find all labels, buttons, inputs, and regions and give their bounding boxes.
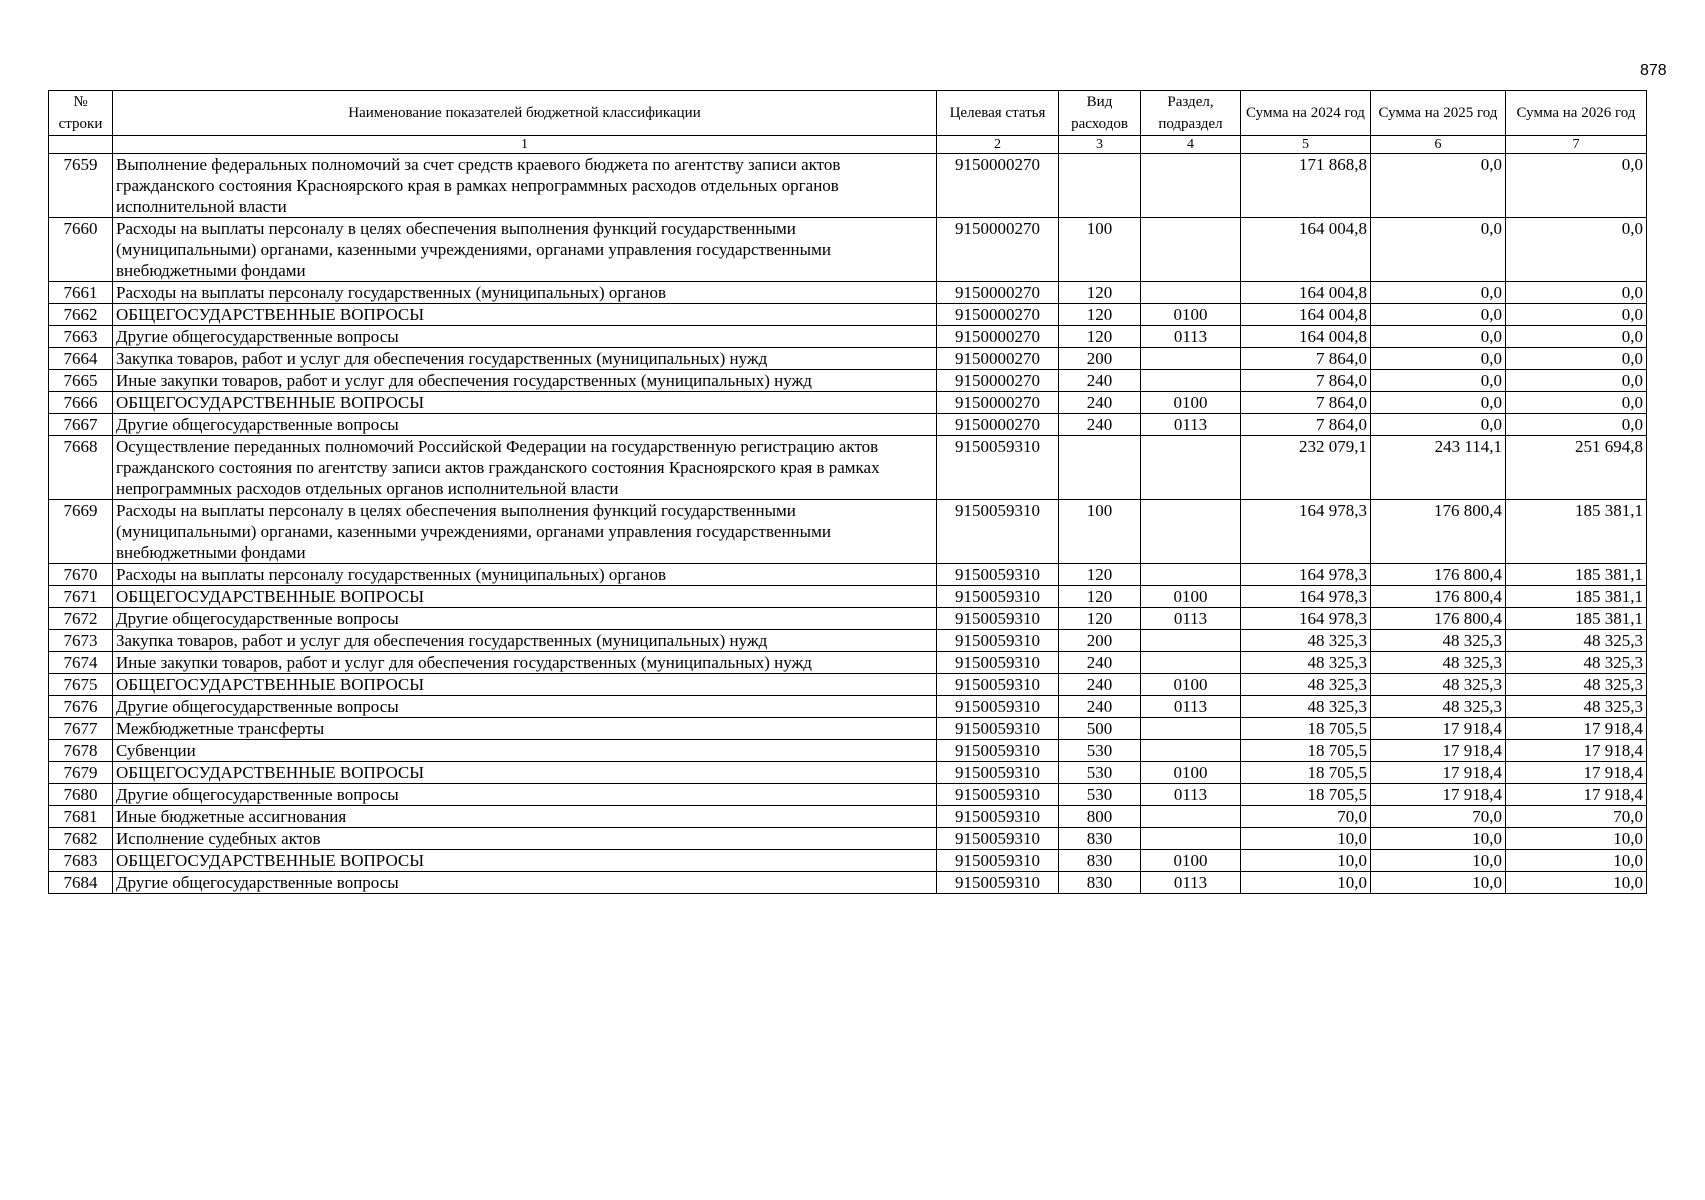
table-row bbox=[49, 784, 1647, 806]
row-section-code: 0113 bbox=[1141, 784, 1241, 806]
row-sum-2026: 0,0 bbox=[1506, 414, 1647, 436]
row-expense-kind: 830 bbox=[1059, 828, 1141, 850]
row-sum-2024: 7 864,0 bbox=[1241, 370, 1371, 392]
row-expense-kind: 830 bbox=[1059, 850, 1141, 872]
row-sum-2026: 48 325,3 bbox=[1506, 674, 1647, 696]
row-name: ОБЩЕГОСУДАРСТВЕННЫЕ ВОПРОСЫ bbox=[113, 762, 937, 784]
row-sum-2024: 10,0 bbox=[1241, 828, 1371, 850]
row-sum-2026: 0,0 bbox=[1506, 304, 1647, 326]
column-number: 7 bbox=[1506, 136, 1647, 154]
row-number: 7675 bbox=[49, 674, 113, 696]
row-target-code: 9150000270 bbox=[937, 304, 1059, 326]
row-sum-2025: 176 800,4 bbox=[1371, 564, 1506, 586]
row-target-code: 9150000270 bbox=[937, 154, 1059, 218]
row-name: Иные бюджетные ассигнования bbox=[113, 806, 937, 828]
row-expense-kind: 500 bbox=[1059, 718, 1141, 740]
row-section-code: 0113 bbox=[1141, 696, 1241, 718]
row-number: 7672 bbox=[49, 608, 113, 630]
row-sum-2025: 10,0 bbox=[1371, 828, 1506, 850]
row-expense-kind: 530 bbox=[1059, 762, 1141, 784]
row-target-code: 9150059310 bbox=[937, 436, 1059, 500]
row-name: Межбюджетные трансферты bbox=[113, 718, 937, 740]
row-sum-2025: 0,0 bbox=[1371, 414, 1506, 436]
row-sum-2025: 48 325,3 bbox=[1371, 696, 1506, 718]
row-sum-2024: 164 004,8 bbox=[1241, 282, 1371, 304]
row-target-code: 9150000270 bbox=[937, 326, 1059, 348]
row-sum-2024: 18 705,5 bbox=[1241, 762, 1371, 784]
row-sum-2025: 70,0 bbox=[1371, 806, 1506, 828]
column-number: 6 bbox=[1371, 136, 1506, 154]
row-section-code: 0100 bbox=[1141, 392, 1241, 414]
row-name: Другие общегосударственные вопросы bbox=[113, 696, 937, 718]
row-name: Другие общегосударственные вопросы bbox=[113, 784, 937, 806]
table-row bbox=[49, 564, 1647, 586]
row-expense-kind: 100 bbox=[1059, 500, 1141, 564]
row-sum-2026: 185 381,1 bbox=[1506, 608, 1647, 630]
row-name: Исполнение судебных актов bbox=[113, 828, 937, 850]
row-expense-kind: 830 bbox=[1059, 872, 1141, 894]
column-number: 1 bbox=[113, 136, 937, 154]
header-sum-2024: Сумма на 2024 год bbox=[1241, 91, 1371, 136]
row-sum-2026: 185 381,1 bbox=[1506, 586, 1647, 608]
row-sum-2025: 17 918,4 bbox=[1371, 784, 1506, 806]
row-sum-2025: 176 800,4 bbox=[1371, 608, 1506, 630]
row-sum-2026: 0,0 bbox=[1506, 370, 1647, 392]
row-name: ОБЩЕГОСУДАРСТВЕННЫЕ ВОПРОСЫ bbox=[113, 392, 937, 414]
row-target-code: 9150000270 bbox=[937, 414, 1059, 436]
row-name: Иные закупки товаров, работ и услуг для обеспечения государственных (муниципальных) нужд bbox=[113, 652, 937, 674]
row-sum-2025: 10,0 bbox=[1371, 872, 1506, 894]
table-row bbox=[49, 586, 1647, 608]
table-row bbox=[49, 348, 1647, 370]
row-number: 7664 bbox=[49, 348, 113, 370]
row-sum-2026: 17 918,4 bbox=[1506, 762, 1647, 784]
table-row bbox=[49, 154, 1647, 218]
row-name: Другие общегосударственные вопросы bbox=[113, 414, 937, 436]
row-expense-kind: 240 bbox=[1059, 652, 1141, 674]
row-name: Расходы на выплаты персоналу государственных (муниципальных) органов bbox=[113, 282, 937, 304]
row-expense-kind bbox=[1059, 154, 1141, 218]
table-row bbox=[49, 740, 1647, 762]
row-section-code: 0100 bbox=[1141, 304, 1241, 326]
row-sum-2025: 0,0 bbox=[1371, 154, 1506, 218]
row-expense-kind: 240 bbox=[1059, 414, 1141, 436]
table-row bbox=[49, 608, 1647, 630]
row-number: 7671 bbox=[49, 586, 113, 608]
row-number: 7661 bbox=[49, 282, 113, 304]
row-name: Закупка товаров, работ и услуг для обеспечения государственных (муниципальных) нужд bbox=[113, 630, 937, 652]
row-sum-2024: 164 004,8 bbox=[1241, 326, 1371, 348]
row-sum-2025: 176 800,4 bbox=[1371, 586, 1506, 608]
row-sum-2024: 164 978,3 bbox=[1241, 564, 1371, 586]
row-sum-2024: 70,0 bbox=[1241, 806, 1371, 828]
row-number: 7683 bbox=[49, 850, 113, 872]
row-sum-2025: 48 325,3 bbox=[1371, 652, 1506, 674]
row-sum-2024: 164 978,3 bbox=[1241, 608, 1371, 630]
row-target-code: 9150059310 bbox=[937, 718, 1059, 740]
row-sum-2024: 18 705,5 bbox=[1241, 718, 1371, 740]
row-sum-2026: 70,0 bbox=[1506, 806, 1647, 828]
row-target-code: 9150059310 bbox=[937, 696, 1059, 718]
table-row bbox=[49, 414, 1647, 436]
column-number: 4 bbox=[1141, 136, 1241, 154]
row-sum-2026: 251 694,8 bbox=[1506, 436, 1647, 500]
row-name: Субвенции bbox=[113, 740, 937, 762]
row-section-code bbox=[1141, 740, 1241, 762]
row-expense-kind: 200 bbox=[1059, 348, 1141, 370]
row-target-code: 9150059310 bbox=[937, 872, 1059, 894]
row-target-code: 9150059310 bbox=[937, 850, 1059, 872]
row-target-code: 9150059310 bbox=[937, 500, 1059, 564]
row-sum-2026: 185 381,1 bbox=[1506, 500, 1647, 564]
column-number: 3 bbox=[1059, 136, 1141, 154]
row-name: Другие общегосударственные вопросы bbox=[113, 608, 937, 630]
row-target-code: 9150059310 bbox=[937, 564, 1059, 586]
row-section-code: 0113 bbox=[1141, 872, 1241, 894]
row-expense-kind bbox=[1059, 436, 1141, 500]
page-number: 878 bbox=[1640, 62, 1667, 79]
row-sum-2025: 0,0 bbox=[1371, 304, 1506, 326]
header-name: Наименование показателей бюджетной классификации bbox=[113, 91, 937, 136]
row-section-code bbox=[1141, 154, 1241, 218]
row-sum-2025: 48 325,3 bbox=[1371, 674, 1506, 696]
row-sum-2024: 7 864,0 bbox=[1241, 348, 1371, 370]
table-row bbox=[49, 436, 1647, 500]
row-sum-2025: 0,0 bbox=[1371, 348, 1506, 370]
table-row bbox=[49, 872, 1647, 894]
row-section-code bbox=[1141, 370, 1241, 392]
row-name: ОБЩЕГОСУДАРСТВЕННЫЕ ВОПРОСЫ bbox=[113, 304, 937, 326]
row-name: Другие общегосударственные вопросы bbox=[113, 326, 937, 348]
row-number: 7669 bbox=[49, 500, 113, 564]
row-sum-2026: 185 381,1 bbox=[1506, 564, 1647, 586]
row-section-code bbox=[1141, 218, 1241, 282]
row-sum-2025: 243 114,1 bbox=[1371, 436, 1506, 500]
table-row bbox=[49, 762, 1647, 784]
row-sum-2024: 164 978,3 bbox=[1241, 586, 1371, 608]
row-target-code: 9150059310 bbox=[937, 652, 1059, 674]
row-expense-kind: 120 bbox=[1059, 326, 1141, 348]
row-section-code bbox=[1141, 500, 1241, 564]
row-name: Выполнение федеральных полномочий за счет средств краевого бюджета по агентству записи актов гражданского состояния Красноярского края в рамках непрограммных расходов отдельных органов исполнительной власти bbox=[113, 154, 937, 218]
row-target-code: 9150059310 bbox=[937, 784, 1059, 806]
row-sum-2024: 171 868,8 bbox=[1241, 154, 1371, 218]
row-expense-kind: 120 bbox=[1059, 304, 1141, 326]
column-number bbox=[49, 136, 113, 154]
row-name: ОБЩЕГОСУДАРСТВЕННЫЕ ВОПРОСЫ bbox=[113, 674, 937, 696]
table-row bbox=[49, 718, 1647, 740]
row-sum-2024: 10,0 bbox=[1241, 850, 1371, 872]
row-expense-kind: 120 bbox=[1059, 282, 1141, 304]
row-sum-2026: 48 325,3 bbox=[1506, 696, 1647, 718]
table-row bbox=[49, 500, 1647, 564]
row-sum-2025: 176 800,4 bbox=[1371, 500, 1506, 564]
row-target-code: 9150000270 bbox=[937, 282, 1059, 304]
row-expense-kind: 240 bbox=[1059, 696, 1141, 718]
row-expense-kind: 100 bbox=[1059, 218, 1141, 282]
row-section-code bbox=[1141, 828, 1241, 850]
row-name: Иные закупки товаров, работ и услуг для обеспечения государственных (муниципальных) нужд bbox=[113, 370, 937, 392]
table-row bbox=[49, 304, 1647, 326]
row-number: 7684 bbox=[49, 872, 113, 894]
row-name: ОБЩЕГОСУДАРСТВЕННЫЕ ВОПРОСЫ bbox=[113, 850, 937, 872]
table-row bbox=[49, 696, 1647, 718]
table-row bbox=[49, 652, 1647, 674]
row-sum-2025: 10,0 bbox=[1371, 850, 1506, 872]
row-expense-kind: 530 bbox=[1059, 740, 1141, 762]
row-name: Расходы на выплаты персоналу в целях обеспечения выполнения функций государственными (муниципальными) органами, казенными учреждениями, органами управления государственными внебюджетными фондами bbox=[113, 500, 937, 564]
row-sum-2026: 48 325,3 bbox=[1506, 652, 1647, 674]
row-sum-2025: 0,0 bbox=[1371, 282, 1506, 304]
row-target-code: 9150059310 bbox=[937, 740, 1059, 762]
row-sum-2024: 164 004,8 bbox=[1241, 304, 1371, 326]
row-number: 7659 bbox=[49, 154, 113, 218]
row-target-code: 9150000270 bbox=[937, 348, 1059, 370]
row-sum-2024: 10,0 bbox=[1241, 872, 1371, 894]
row-sum-2024: 164 978,3 bbox=[1241, 500, 1371, 564]
row-expense-kind: 120 bbox=[1059, 564, 1141, 586]
row-expense-kind: 240 bbox=[1059, 392, 1141, 414]
row-sum-2026: 0,0 bbox=[1506, 218, 1647, 282]
row-sum-2026: 0,0 bbox=[1506, 326, 1647, 348]
row-target-code: 9150059310 bbox=[937, 762, 1059, 784]
row-section-code: 0113 bbox=[1141, 608, 1241, 630]
table-row bbox=[49, 392, 1647, 414]
row-expense-kind: 800 bbox=[1059, 806, 1141, 828]
table-row bbox=[49, 828, 1647, 850]
row-name: Расходы на выплаты персоналу в целях обеспечения выполнения функций государственными (муниципальными) органами, казенными учреждениями, органами управления государственными внебюджетными фондами bbox=[113, 218, 937, 282]
row-section-code bbox=[1141, 564, 1241, 586]
row-section-code bbox=[1141, 348, 1241, 370]
table-row bbox=[49, 326, 1647, 348]
row-section-code: 0113 bbox=[1141, 326, 1241, 348]
table-row bbox=[49, 630, 1647, 652]
row-sum-2024: 48 325,3 bbox=[1241, 652, 1371, 674]
row-sum-2026: 17 918,4 bbox=[1506, 718, 1647, 740]
row-number: 7674 bbox=[49, 652, 113, 674]
row-sum-2025: 0,0 bbox=[1371, 392, 1506, 414]
row-target-code: 9150059310 bbox=[937, 586, 1059, 608]
row-sum-2024: 48 325,3 bbox=[1241, 674, 1371, 696]
row-sum-2024: 18 705,5 bbox=[1241, 740, 1371, 762]
row-section-code bbox=[1141, 718, 1241, 740]
header-target: Целевая статья bbox=[937, 91, 1059, 136]
row-section-code: 0113 bbox=[1141, 414, 1241, 436]
table-row bbox=[49, 370, 1647, 392]
row-target-code: 9150000270 bbox=[937, 392, 1059, 414]
row-number: 7681 bbox=[49, 806, 113, 828]
row-sum-2026: 10,0 bbox=[1506, 828, 1647, 850]
row-target-code: 9150000270 bbox=[937, 370, 1059, 392]
row-number: 7662 bbox=[49, 304, 113, 326]
row-sum-2024: 7 864,0 bbox=[1241, 392, 1371, 414]
table-row bbox=[49, 850, 1647, 872]
row-section-code: 0100 bbox=[1141, 586, 1241, 608]
row-sum-2024: 164 004,8 bbox=[1241, 218, 1371, 282]
row-sum-2026: 0,0 bbox=[1506, 154, 1647, 218]
table-body bbox=[49, 154, 1647, 894]
row-sum-2025: 48 325,3 bbox=[1371, 630, 1506, 652]
header-row-no: № строки bbox=[49, 91, 113, 136]
row-section-code: 0100 bbox=[1141, 850, 1241, 872]
header-row bbox=[49, 91, 1647, 136]
row-name: Расходы на выплаты персоналу государственных (муниципальных) органов bbox=[113, 564, 937, 586]
row-sum-2026: 0,0 bbox=[1506, 348, 1647, 370]
table-row bbox=[49, 674, 1647, 696]
table-row bbox=[49, 806, 1647, 828]
column-number: 2 bbox=[937, 136, 1059, 154]
row-section-code bbox=[1141, 652, 1241, 674]
header-kind: Вид расходов bbox=[1059, 91, 1141, 136]
row-name: Осуществление переданных полномочий Российской Федерации на государственную регистрацию актов гражданского состояния по агентству записи актов гражданского состояния Красноярского края в рамках непрограммных расходов отдельных органов исполнительной власти bbox=[113, 436, 937, 500]
row-sum-2026: 0,0 bbox=[1506, 282, 1647, 304]
table-header bbox=[49, 91, 1647, 154]
row-number: 7665 bbox=[49, 370, 113, 392]
row-sum-2025: 0,0 bbox=[1371, 218, 1506, 282]
row-section-code bbox=[1141, 806, 1241, 828]
row-number: 7678 bbox=[49, 740, 113, 762]
column-number: 5 bbox=[1241, 136, 1371, 154]
row-sum-2026: 48 325,3 bbox=[1506, 630, 1647, 652]
row-number: 7680 bbox=[49, 784, 113, 806]
row-expense-kind: 120 bbox=[1059, 586, 1141, 608]
row-target-code: 9150059310 bbox=[937, 608, 1059, 630]
row-section-code bbox=[1141, 436, 1241, 500]
row-target-code: 9150000270 bbox=[937, 218, 1059, 282]
row-number: 7673 bbox=[49, 630, 113, 652]
row-section-code bbox=[1141, 630, 1241, 652]
row-expense-kind: 240 bbox=[1059, 370, 1141, 392]
row-number: 7670 bbox=[49, 564, 113, 586]
header-section: Раздел, подраздел bbox=[1141, 91, 1241, 136]
row-sum-2024: 48 325,3 bbox=[1241, 630, 1371, 652]
row-sum-2025: 0,0 bbox=[1371, 370, 1506, 392]
row-section-code: 0100 bbox=[1141, 674, 1241, 696]
row-sum-2026: 0,0 bbox=[1506, 392, 1647, 414]
row-sum-2025: 0,0 bbox=[1371, 326, 1506, 348]
row-name: Закупка товаров, работ и услуг для обеспечения государственных (муниципальных) нужд bbox=[113, 348, 937, 370]
table-row bbox=[49, 218, 1647, 282]
row-number: 7682 bbox=[49, 828, 113, 850]
row-number: 7660 bbox=[49, 218, 113, 282]
header-sum-2026: Сумма на 2026 год bbox=[1506, 91, 1647, 136]
row-expense-kind: 120 bbox=[1059, 608, 1141, 630]
row-section-code bbox=[1141, 282, 1241, 304]
row-sum-2026: 17 918,4 bbox=[1506, 740, 1647, 762]
row-sum-2025: 17 918,4 bbox=[1371, 718, 1506, 740]
row-target-code: 9150059310 bbox=[937, 674, 1059, 696]
row-name: Другие общегосударственные вопросы bbox=[113, 872, 937, 894]
row-number: 7677 bbox=[49, 718, 113, 740]
row-sum-2026: 10,0 bbox=[1506, 872, 1647, 894]
row-number: 7663 bbox=[49, 326, 113, 348]
row-target-code: 9150059310 bbox=[937, 630, 1059, 652]
row-sum-2026: 17 918,4 bbox=[1506, 784, 1647, 806]
header-sum-2025: Сумма на 2025 год bbox=[1371, 91, 1506, 136]
column-number-row bbox=[49, 136, 1647, 154]
row-sum-2025: 17 918,4 bbox=[1371, 740, 1506, 762]
row-sum-2024: 232 079,1 bbox=[1241, 436, 1371, 500]
row-expense-kind: 240 bbox=[1059, 674, 1141, 696]
row-expense-kind: 530 bbox=[1059, 784, 1141, 806]
row-target-code: 9150059310 bbox=[937, 828, 1059, 850]
row-number: 7666 bbox=[49, 392, 113, 414]
row-sum-2024: 18 705,5 bbox=[1241, 784, 1371, 806]
row-name: ОБЩЕГОСУДАРСТВЕННЫЕ ВОПРОСЫ bbox=[113, 586, 937, 608]
budget-table bbox=[48, 90, 1647, 894]
row-target-code: 9150059310 bbox=[937, 806, 1059, 828]
row-sum-2024: 48 325,3 bbox=[1241, 696, 1371, 718]
row-sum-2024: 7 864,0 bbox=[1241, 414, 1371, 436]
row-number: 7676 bbox=[49, 696, 113, 718]
row-expense-kind: 200 bbox=[1059, 630, 1141, 652]
row-section-code: 0100 bbox=[1141, 762, 1241, 784]
row-number: 7679 bbox=[49, 762, 113, 784]
row-number: 7667 bbox=[49, 414, 113, 436]
table-row bbox=[49, 282, 1647, 304]
row-number: 7668 bbox=[49, 436, 113, 500]
row-sum-2025: 17 918,4 bbox=[1371, 762, 1506, 784]
row-sum-2026: 10,0 bbox=[1506, 850, 1647, 872]
